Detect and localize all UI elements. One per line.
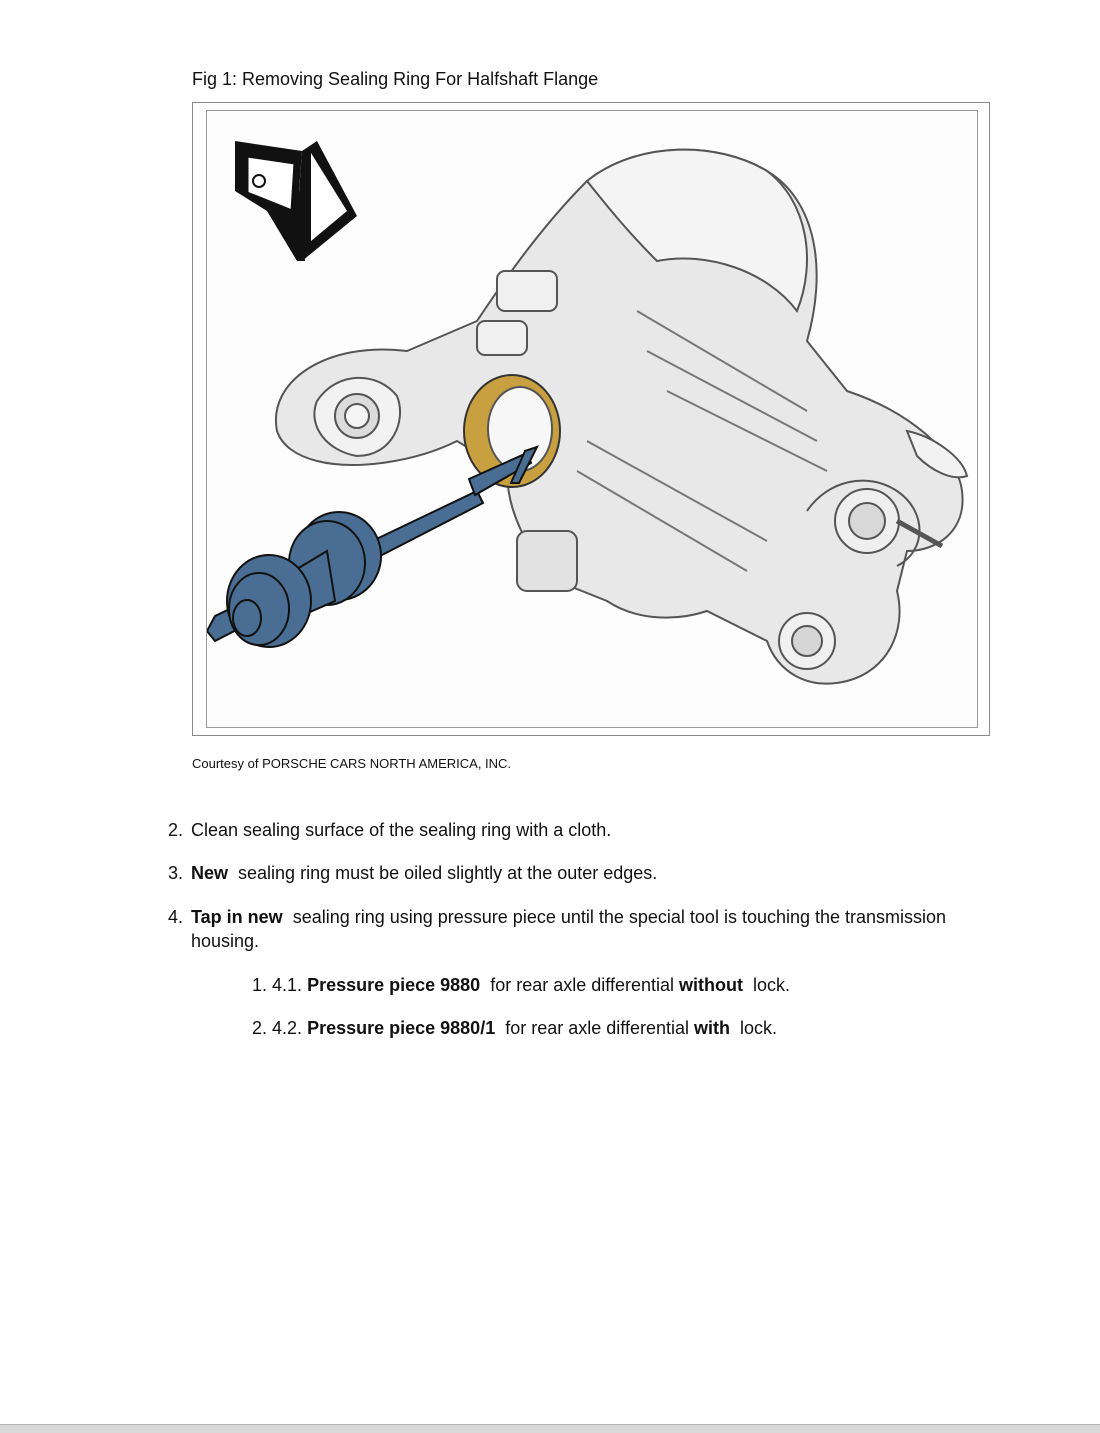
- step-text: Clean sealing surface of the sealing ring with a cloth.: [191, 820, 612, 840]
- differential-housing: [276, 150, 967, 684]
- substep-4-1: [252, 973, 790, 997]
- substep-number: 1. 4.1.: [252, 975, 303, 995]
- step-text: sealing ring must be oiled slightly at the outer edges.: [238, 863, 658, 883]
- step-number: 4.: [168, 907, 184, 927]
- figure-courtesy: Courtesy of PORSCHE CARS NORTH AMERICA, INC.: [192, 756, 512, 771]
- differential-illustration: [207, 111, 977, 727]
- step-number: 3.: [168, 863, 184, 883]
- substep-condition: with: [694, 1018, 730, 1038]
- substep-text: for rear axle differential: [505, 1018, 689, 1038]
- figure-title: Fig 1: Removing Sealing Ring For Halfshaft Flange: [192, 69, 599, 89]
- step-2: [168, 818, 998, 842]
- substep-number: 2. 4.2.: [252, 1018, 303, 1038]
- direction-arrow-icon: [235, 141, 357, 261]
- substep-end: lock.: [753, 975, 791, 995]
- step-number: 2.: [168, 820, 184, 840]
- substep-tool: Pressure piece 9880: [307, 975, 481, 995]
- substep-end: lock.: [740, 1018, 778, 1038]
- step-bold-text: New: [191, 863, 229, 883]
- step-4: [168, 905, 998, 951]
- figure-frame: [192, 102, 990, 736]
- step-3: [168, 861, 998, 885]
- substep-tool: Pressure piece 9880/1: [307, 1018, 496, 1038]
- substep-4-2: [252, 1016, 777, 1040]
- slide-hammer-tool: [207, 447, 537, 647]
- step-text: sealing ring using pressure piece until the special tool is touching the transmission housing.: [191, 907, 947, 951]
- substep-condition: without: [679, 975, 743, 995]
- step-bold-text: Tap in new: [191, 907, 283, 927]
- figure-illustration: [206, 110, 978, 728]
- substep-text: for rear axle differential: [490, 975, 674, 995]
